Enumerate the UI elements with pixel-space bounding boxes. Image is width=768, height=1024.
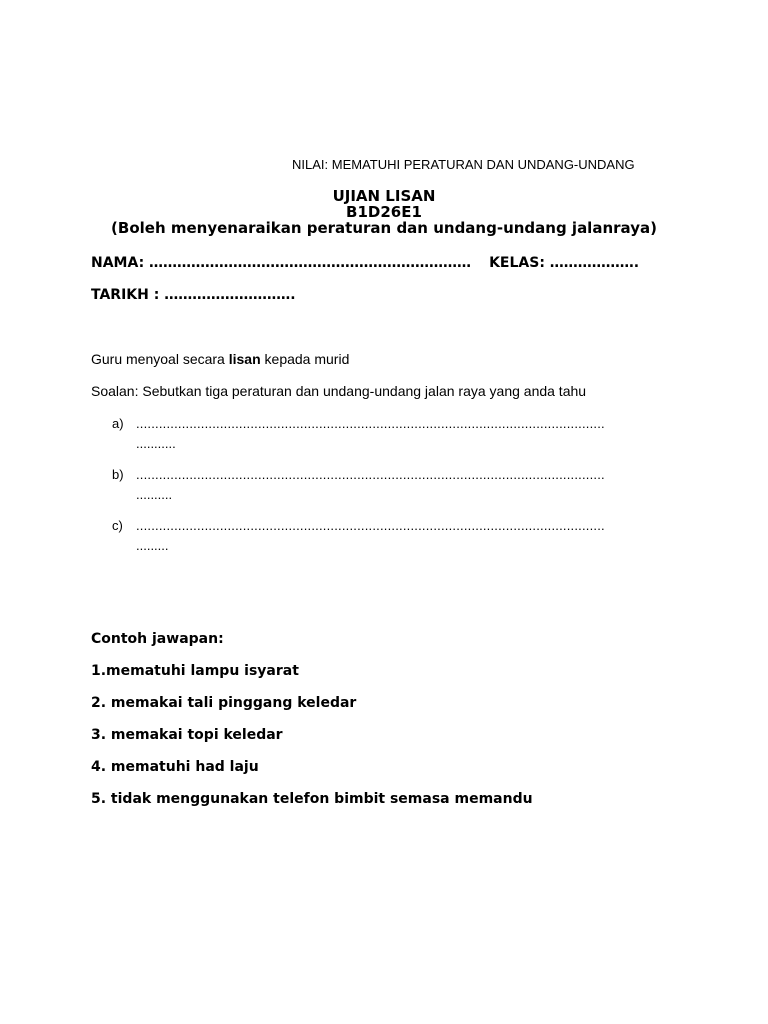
answer-line-continued: ......... bbox=[136, 538, 169, 553]
answer-letter: a) bbox=[112, 416, 124, 431]
date-field: TARIKH : ………………………. bbox=[91, 287, 296, 303]
class-field: KELAS: ………………. bbox=[489, 255, 640, 271]
sample-answer-item: 1.mematuhi lampu isyarat bbox=[91, 663, 299, 679]
answer-line: ........................................................................................................................... bbox=[136, 518, 605, 533]
answer-letter: b) bbox=[112, 467, 124, 482]
name-field: NAMA: …………………………………………………………… bbox=[91, 255, 472, 271]
value-heading: NILAI: MEMATUHI PERATURAN DAN UNDANG-UNDANG bbox=[292, 157, 635, 172]
answer-line: ........................................................................................................................... bbox=[136, 416, 605, 431]
sample-answer-item: 2. memakai tali pinggang keledar bbox=[91, 695, 357, 711]
answer-line: ........................................................................................................................... bbox=[136, 467, 605, 482]
instruction-bold: lisan bbox=[228, 351, 261, 367]
question-text: Soalan: Sebutkan tiga peraturan dan undang-undang jalan raya yang anda tahu bbox=[91, 383, 587, 399]
answer-letter: c) bbox=[112, 518, 123, 533]
sample-answer-item: 3. memakai topi keledar bbox=[91, 727, 283, 743]
instruction-prefix: Guru menyoal secara bbox=[91, 351, 229, 367]
test-code: B1D26E1 bbox=[346, 203, 422, 221]
answer-line-continued: ........... bbox=[136, 436, 176, 451]
test-title: UJIAN LISAN bbox=[332, 187, 436, 205]
title-block bbox=[0, 188, 768, 236]
instruction-suffix: kepada murid bbox=[260, 351, 350, 367]
sample-answer-item: 5. tidak menggunakan telefon bimbit semasa memandu bbox=[91, 791, 533, 807]
name-class-line bbox=[91, 255, 639, 271]
sample-answers-heading: Contoh jawapan: bbox=[91, 631, 224, 647]
answer-line-continued: .......... bbox=[136, 487, 173, 502]
sample-answer-item: 4. mematuhi had laju bbox=[91, 759, 259, 775]
teacher-instruction bbox=[91, 351, 349, 367]
test-objective: (Boleh menyenaraikan peraturan dan undang-undang jalanraya) bbox=[111, 219, 657, 237]
